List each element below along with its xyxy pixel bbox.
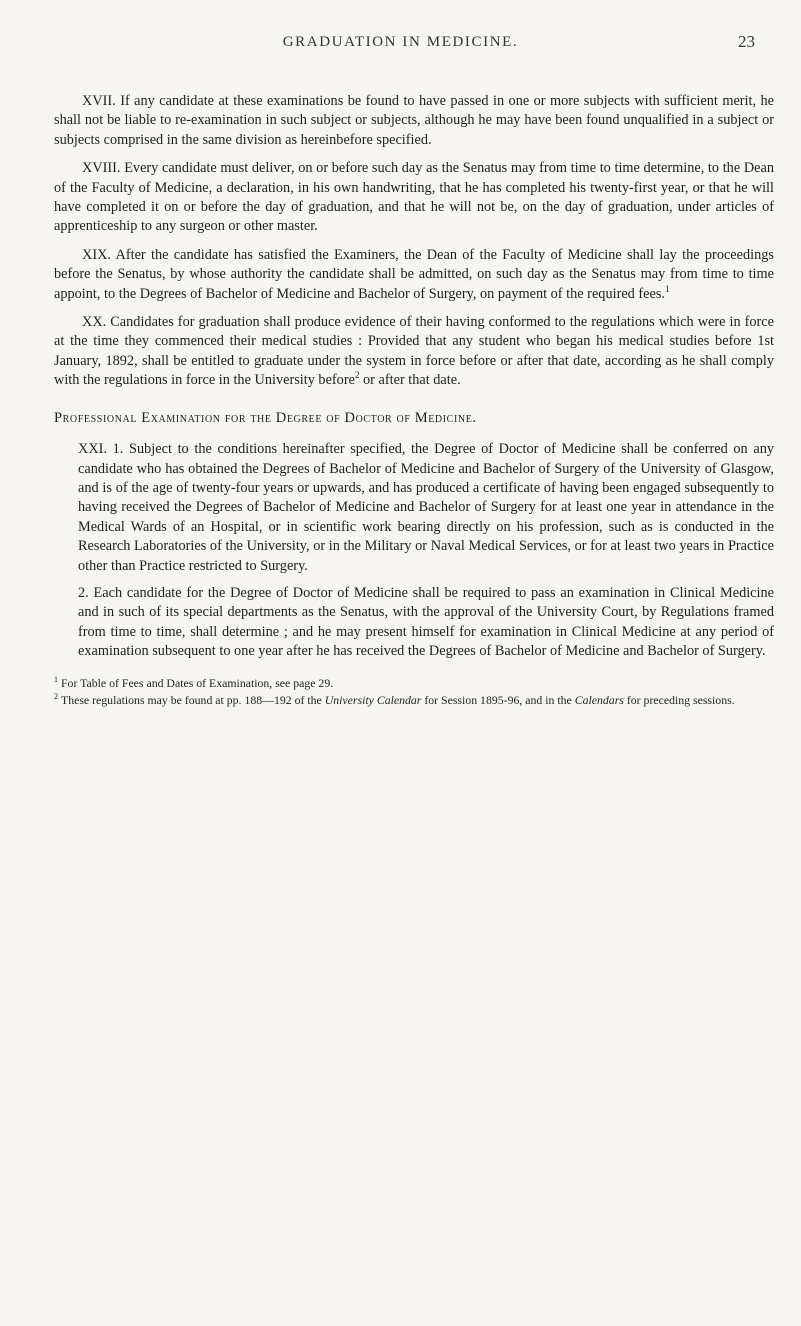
footnote-2 [54, 693, 774, 708]
clause-number: XXI. [78, 441, 107, 458]
section-heading: Professional Examination for the Degree of Doctor of Medicine. [54, 409, 477, 426]
paragraph-number: XIX. [82, 246, 111, 263]
item-text: Subject to the conditions hereinafter specified, the Degree of Doctor of Medicine shall be conferred on any candidate who has obtained the Degrees of Bachelor of Medicine and Bachelor of Surgery of the University of Glasgow, and is of the age of twenty-four years or upwards, and has produced a certificate of having been engaged subsequently to having received the Degrees of Bachelor of Medicine and Bachelor of Surgery for at least one year in attendance in the Medical Wards of an Hospital, or in scientific work bearing directly on his profession, such as is conducted in the Research Laboratories of the University, or in the Military or Naval Medical Services, or for at least two years in Practice other than Practice restricted to Surgery. [78, 441, 774, 574]
paragraph-xviii [54, 159, 774, 237]
paragraph-text: Candidates for graduation shall produce evidence of their having conformed to the regulations which were in force at the time they commenced their medical studies : Provided that any student who began his medical studies before 1st January, 1892, shall be entitled to graduate under the system in force before or after that date, according as he shall comply with the regulations in force in the University before [54, 314, 774, 389]
footnotes [54, 676, 774, 708]
footnote-mark: 2 [54, 691, 58, 701]
footnote-text: For Table of Fees and Dates of Examination, see page 29. [61, 675, 334, 690]
page-number: 23 [738, 32, 755, 51]
item-number: 2. [78, 584, 89, 601]
footnote-italic-title: Calendars [574, 692, 624, 707]
footnote-italic-title: University Calendar [324, 692, 422, 707]
footnote-reference: 1 [664, 283, 670, 294]
clause-xxi [54, 440, 774, 661]
paragraph-xvii [54, 92, 774, 150]
paragraph-text: If any candidate at these examinations be found to have passed in one or more subjects with sufficient merit, he shall not be liable to re-examination in such subject or subjects, although he may have been found unqualified in a subject or subjects comprised in the same division as hereinbefore specified. [54, 93, 775, 148]
paragraph-text: After the candidate has satisfied the Examiners, the Dean of the Faculty of Medicine shall lay the proceedings before the Senatus, by whose authority the candidate shall be admitted, on such day as the Senatus may from time to time appoint, to the Degrees of Bachelor of Medicine and Bachelor of Surgery, on payment of the required fees. [54, 246, 774, 302]
item-number: 1. [112, 441, 124, 458]
paragraph-xix [54, 246, 774, 304]
clause-item-2 [54, 584, 774, 662]
footnote-1 [54, 676, 774, 691]
footnote-mark: 1 [54, 674, 58, 684]
paragraph-number: XVII. [82, 93, 116, 109]
footnote-text: These regulations may be found at pp. 188—192 of the [61, 692, 325, 707]
footnote-reference: 2 [354, 370, 360, 381]
paragraph-text-continued: or after that date. [363, 372, 461, 389]
body-text [54, 92, 774, 710]
paragraph-number: XX. [82, 314, 107, 331]
running-head: GRADUATION IN MEDICINE. [282, 34, 519, 50]
paragraph-xx [54, 313, 774, 391]
paragraph-text: Every candidate must deliver, on or before such day as the Senatus may from time to time determine, to the Dean of the Faculty of Medicine, a declaration, in his own handwriting, that he has completed his twenty-first year, or that he will have completed it on or before the day of graduation, and that he will not be, on the day of graduation, under articles of apprenticeship to any surgeon or other master. [54, 160, 774, 235]
paragraph-number: XVIII. [82, 160, 121, 177]
clause-item-1 [54, 440, 774, 576]
footnote-text: for preceding sessions. [623, 692, 735, 707]
footnote-text: for Session 1895-96, and in the [421, 692, 575, 707]
item-text: Each candidate for the Degree of Doctor of Medicine shall be required to pass an examination in Clinical Medicine and in such of its special departments as the Senatus, with the approval of the University Court, by Regulations framed from time to time, shall determine ; and he may present himself for examination in Clinical Medicine at any period of examination subsequent to one year after he has received the Degrees of Bachelor of Medicine and Bachelor of Surgery. [78, 584, 774, 660]
